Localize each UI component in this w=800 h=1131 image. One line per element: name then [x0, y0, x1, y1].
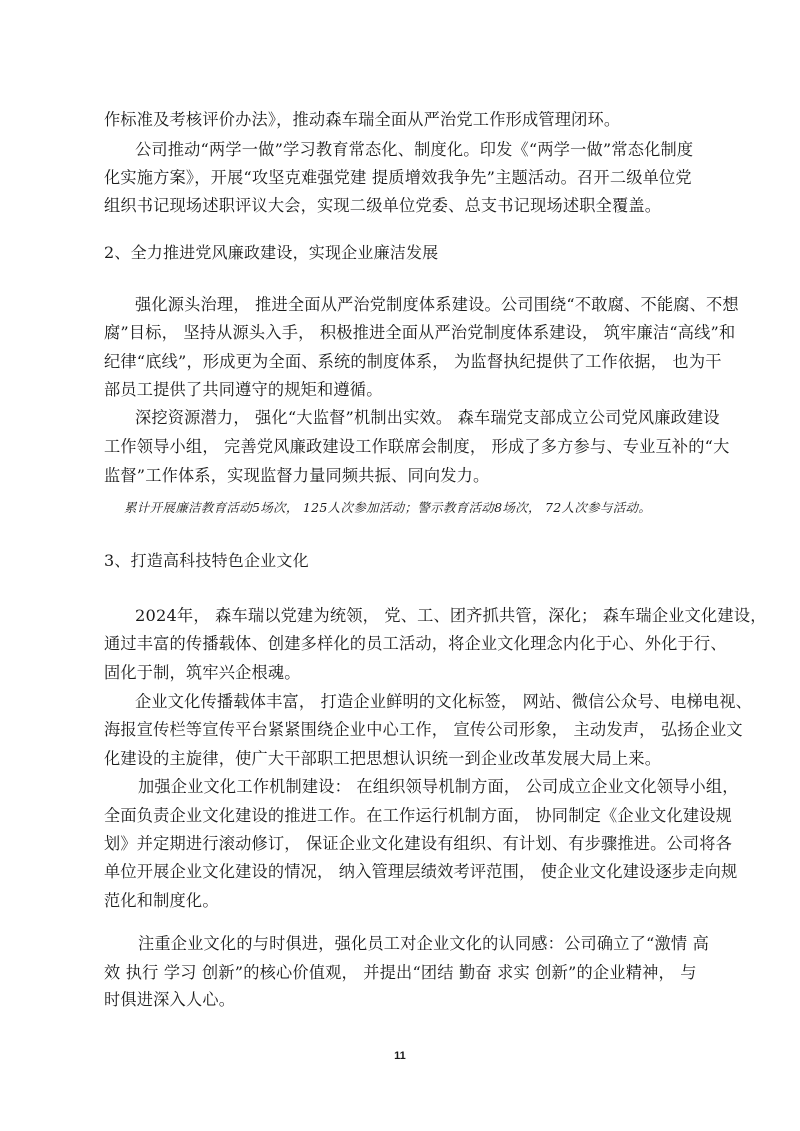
paragraph-line: 组织书记现场述职评议大会，实现二级单位党委、总支书记现场述职全覆盖。 [104, 196, 662, 215]
paragraph-line: 单位开展企业文化建设的情况， 纳入管理层绩效考评范围， 使企业文化建设逐步走向规 [104, 862, 738, 881]
paragraph-line: 注重企业文化的与时俱进，强化员工对企业文化的认同感：公司确立了“激情 高 [138, 934, 709, 953]
paragraph-line: 工作领导小组， 完善党风廉政建设工作联席会制度， 形成了多方参与、专业互补的“大 [104, 437, 730, 456]
paragraph-line: 效 执行 学习 创新”的核心价值观， 并提出“团结 勤奋 求实 创新”的企业精神， 与 [104, 963, 697, 982]
paragraph-line: 公司推动“两学一做”学习教育常态化、制度化。印发《“两学一做”常态化制度 [135, 140, 694, 159]
paragraph-line: 2024年， 森车瑞以党建为统领， 党、工、团齐抓共管，深化； 森车瑞企业文化建设， [135, 606, 767, 625]
paragraph-line: 固化于制，筑牢兴企根魂。 [104, 663, 301, 682]
page-number: 11 [394, 1050, 406, 1062]
section-heading-2: 2、全力推进党风廉政建设，实现企业廉洁发展 [104, 243, 439, 262]
paragraph-line: 腐”目标， 坚持从源头入手， 积极推进全面从严治党制度体系建设， 筑牢廉洁“高线”和 [104, 323, 736, 342]
paragraph-line: 强化源头治理， 推进全面从严治党制度体系建设。公司围绕“不敢腐、不能腐、不想 [135, 295, 739, 314]
paragraph-line: 通过丰富的传播载体、创建多样化的员工活动，将企业文化理念内化于心、外化于行、 [104, 634, 727, 653]
paragraph-line: 监督”工作体系，实现监督力量同频共振、同向发力。 [104, 466, 490, 485]
section-heading-3: 3、打造高科技特色企业文化 [104, 551, 309, 570]
paragraph-line: 范化和制度化。 [104, 891, 219, 910]
paragraph-line: 深挖资源潜力， 强化“大监督”机制出实效。 森车瑞党支部成立公司党风廉政建设 [135, 408, 720, 427]
paragraph-line: 化实施方案》，开展“攻坚克难强党建 提质增效我争先”主题活动。召开二级单位党 [104, 168, 692, 187]
paragraph-line: 时俱进深入人心。 [104, 990, 236, 1009]
paragraph-line: 划》并定期进行滚动修订， 保证企业文化建设有组织、有计划、有步骤推进。公司将各 [104, 834, 733, 853]
paragraph-line: 作标准及考核评价办法》，推动森车瑞全面从严治党工作形成管理闭环。 [104, 110, 621, 129]
paragraph-line: 部员工提供了共同遵守的规矩和遵循。 [104, 380, 383, 399]
paragraph-line: 加强企业文化工作机制建设： 在组织领导机制方面， 公司成立企业文化领导小组， [138, 777, 739, 796]
statistics-note: 累计开展廉洁教育活动5场次， 125人次参加活动；警示教育活动8场次， 72人次参与活动。 [124, 500, 652, 515]
paragraph-line: 化建设的主旋律，使广大干部职工把思想认识统一到企业改革发展大局上来。 [104, 749, 662, 768]
paragraph-line: 纪律“底线”，形成更为全面、系统的制度体系， 为监督执纪提供了工作依据， 也为干 [104, 352, 722, 371]
paragraph-line: 企业文化传播载体丰富， 打造企业鲜明的文化标签， 网站、微信公众号、电梯电视、 [135, 692, 753, 711]
paragraph-line: 海报宣传栏等宣传平台紧紧围绕企业中心工作， 宣传公司形象， 主动发声， 弘扬企业文 [104, 720, 743, 739]
paragraph-line: 全面负责企业文化建设的推进工作。在工作运行机制方面， 协同制定《企业文化建设规 [104, 806, 733, 825]
